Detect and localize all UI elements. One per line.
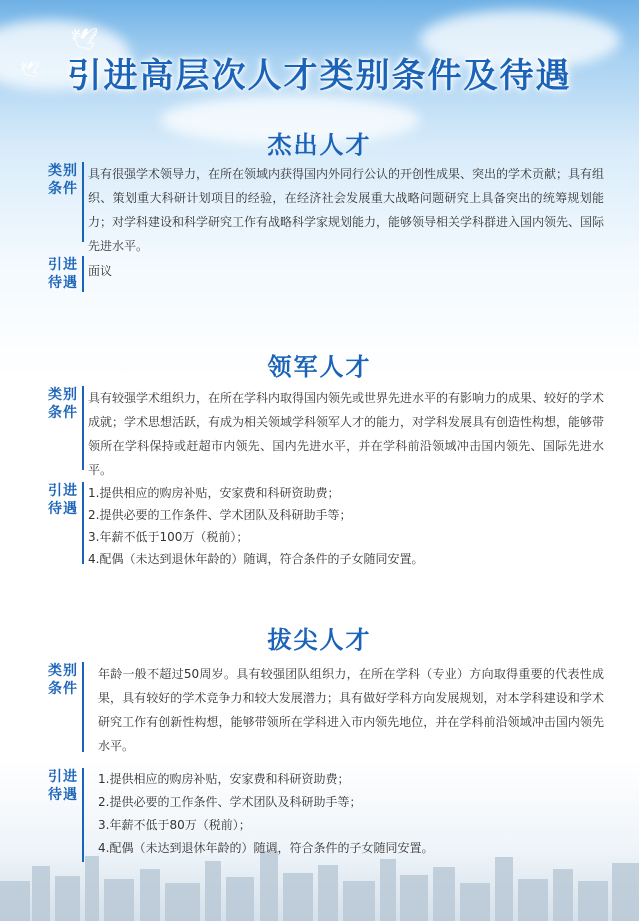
bird-icon: 🕊 [20,60,41,79]
treatment-line: 1.提供相应的购房补贴，安家费和科研资助费； [88,486,340,500]
treatment-label: 引进 待遇 [48,483,78,517]
treatment-row [40,768,604,862]
treatment-row [40,482,604,570]
divider-bar [82,482,84,564]
conditions-text: 具有较强学术组织力，在所在学科内取得国内领先或世界先进水平的有影响力的成果、较好的学术成就；学术思想活跃，有成为相关领域学科领军人才的能力，对学科发展具有创造性构想，能够带领所在学科保持或赶超市内领先、国内先进水平，并在学科前沿领域冲击国内领先、国际先进水平。 [88,391,605,477]
divider-bar [82,662,84,752]
treatment-label: 引进 待遇 [48,769,78,803]
category-label: 类别 条件 [48,387,78,421]
treatment-line: 3.年薪不低于100万（税前）； [88,530,249,544]
divider-bar [82,162,84,242]
category-label: 类别 条件 [48,663,78,697]
treatment-line: 2.提供必要的工作条件、学术团队及科研助手等； [88,508,352,522]
treatment-label: 引进 待遇 [48,257,78,291]
section-heading: 杰出人才 [267,130,372,159]
treatment-list [88,482,604,570]
divider-bar [82,386,84,470]
divider-bar [82,768,84,862]
treatment-line: 面议 [88,264,113,278]
bird-icon: 🕊 [70,28,98,53]
treatment-row [40,256,604,292]
treatment-line: 1.提供相应的购房补贴，安家费和科研资助费； [98,772,350,786]
page-title: 引进高层次人才类别条件及待遇 [67,56,572,96]
category-conditions-row [40,162,604,258]
treatment-line: 4.配偶（未达到退休年龄的）随调，符合条件的子女随同安置。 [98,841,434,855]
category-label: 类别 条件 [48,163,78,197]
section-heading: 拔尖人才 [267,625,372,654]
treatment-line: 4.配偶（未达到退休年龄的）随调，符合条件的子女随同安置。 [88,552,424,566]
category-conditions-row [40,662,604,758]
treatment-list [88,768,604,862]
treatment-line: 3.年薪不低于80万（税前）； [98,818,251,832]
section-heading: 领军人才 [267,352,372,381]
conditions-text: 年龄一般不超过50周岁。具有较强团队组织力，在所在学科（专业）方向取得重要的代表性成果，具有较好的学术竞争力和较大发展潜力；具有做好学科方向发展规划，对本学科建设和学术研究工作有创新性构想，能够带领所在学科进入市内领先地位，并在学科前沿领域冲击国内领先水平。 [98,667,604,753]
conditions-text: 具有很强学术领导力，在所在领域内获得国内外同行公认的开创性成果、突出的学术贡献；具有组织、策划重大科研计划项目的经验，在经济社会发展重大战略问题研究上具备突出的统筹规划能力；对学科建设和科学研究工作有战略科学家规划能力，能够领导相关学科群进入国内领先、国际先进水平。 [88,167,605,253]
category-conditions-row [40,386,604,482]
treatment-line: 2.提供必要的工作条件、学术团队及科研助手等； [98,795,362,809]
divider-bar [82,256,84,292]
